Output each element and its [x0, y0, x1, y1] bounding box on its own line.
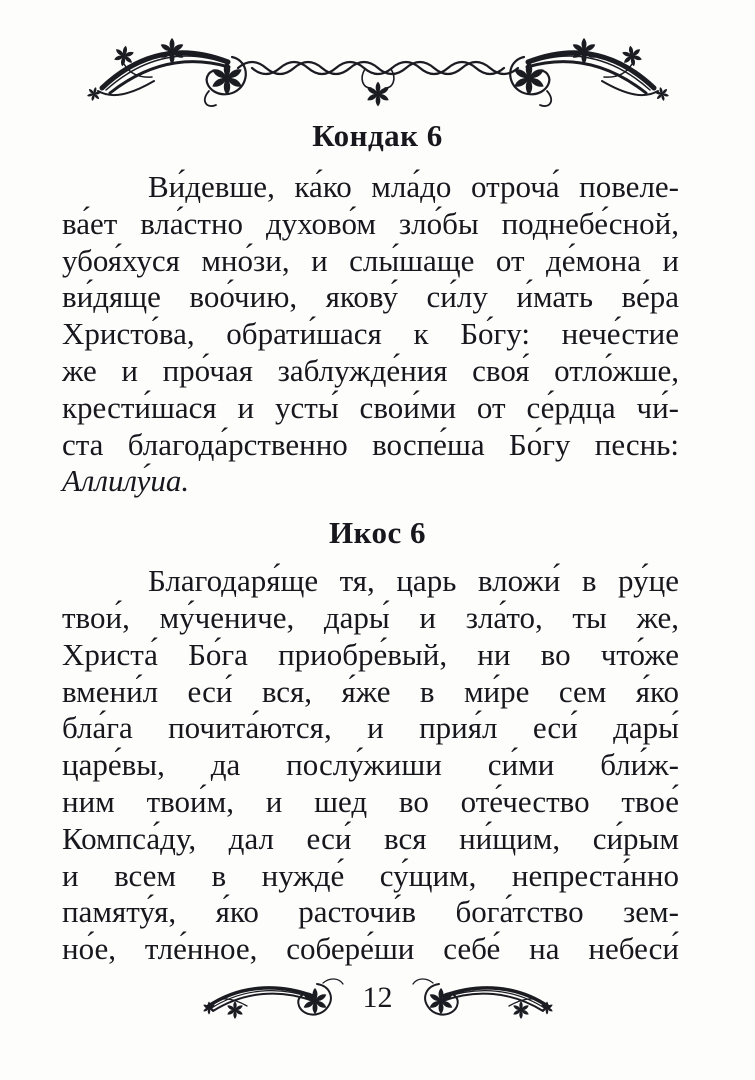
text-line: твои́, му́чениче, дары́ и зла́то, ты же, — [62, 599, 679, 635]
text-line: но́е, тле́нное, собере́ши себе́ на небеси́ — [62, 931, 679, 967]
text-line: царе́вы, да послу́жиши си́ми бли́ж- — [62, 747, 679, 783]
text-line: Компса́ду, дал еси́ вся ни́щим, си́рым — [62, 820, 679, 856]
page-footer — [0, 976, 755, 1020]
ikos-heading: Икос 6 — [328, 515, 427, 551]
text-line: и всем в нужде́ су́щим, непреста́нно — [62, 857, 679, 893]
text-line: же и про́чая заблужде́ния своя́ отло́жше, — [62, 352, 679, 388]
text-line: Христа́ Бо́га приобре́вый, ни во что́же — [62, 636, 679, 672]
ikos-text — [0, 563, 755, 968]
text-line: памяту́я, я́ко расточи́в бога́тство зем- — [62, 894, 679, 930]
text-line: вмени́л еси́ вся, я́же в ми́ре сем я́ко — [62, 673, 679, 709]
text-line: ва́ет вла́стно духово́м зло́бы поднебе́сной, — [62, 205, 679, 241]
text-line: ви́дяще воо́чию, якову́ си́лу и́мать ве́ра — [62, 279, 679, 315]
text-line: Ви́девше, ка́ко мла́до отроча́ повеле- — [148, 169, 679, 204]
kondak-heading: Кондак 6 — [312, 118, 443, 153]
footer-ornament-right-icon — [407, 976, 557, 1020]
text-line: бла́га почита́ются, и прия́л еси́ дары́ — [62, 710, 679, 746]
kondak-text — [0, 169, 755, 500]
text-line: ста благода́рственно воспе́ша Бо́гу песнь: — [62, 426, 679, 462]
text-line: ним твои́м, и шед во оте́чество твое́ — [62, 783, 679, 819]
text-line: Аллилу́иа. — [62, 463, 190, 499]
floral-flourish-divider-icon — [78, 36, 678, 114]
page-number: 12 — [362, 980, 393, 1014]
text-line: крести́шася и усты́ свои́ми от се́рдца чи́- — [62, 389, 679, 425]
text-line: Благодаря́ще тя, царь вложи́ в ру́це — [148, 563, 679, 599]
top-ornament — [78, 36, 678, 114]
text-line: Христо́ва, обрати́шася к Бо́гу: нече́стие — [62, 316, 679, 352]
footer-ornament-left-icon — [199, 976, 349, 1020]
text-line: убоя́хуся мно́зи, и слы́шаще от де́мона и — [62, 242, 679, 278]
